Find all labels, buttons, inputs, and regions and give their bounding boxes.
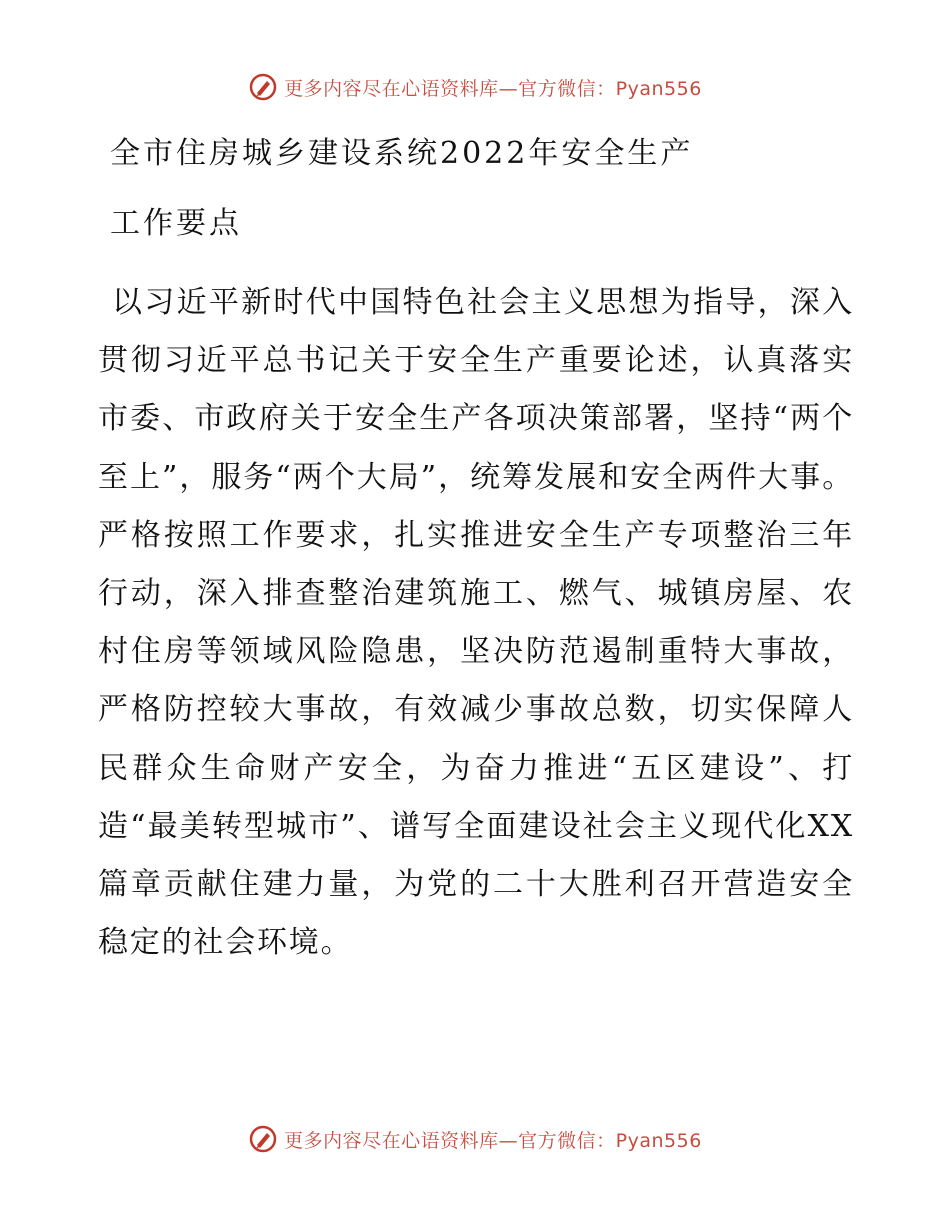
document-paragraph: 以习近平新时代中国特色社会主义思想为指导，深入贯彻习近平总书记关于安全生产重要论述，认真落实市委、市政府关于安全生产各项决策部署，坚持“两个至上”，服务“两个大局”，统筹发展和安全两件大事。严格按照工作要求，扎实推进安全生产专项整治三年行动，深入排查整治建筑施工、燃气、城镇房屋、农村住房等领域风险隐患，坚决防范遏制重特大事故，严格防控较大事故，有效减少事故总数，切实保障人民群众生命财产安全，为奋力推进“五区建设”、打造“最美转型城市”、谱写全面建设社会主义现代化XX篇章贡献住建力量，为党的二十大胜利召开营造安全稳定的社会环境。 — [98, 285, 854, 961]
watermark-text: 更多内容尽在心语资料库—官方微信：Pyan556 — [284, 77, 702, 100]
watermark-text: 更多内容尽在心语资料库—官方微信：Pyan556 — [284, 1129, 702, 1152]
document-title-line1: 全市住房城乡建设系统2022年安全生产 — [110, 136, 694, 171]
watermark-header — [0, 72, 950, 102]
document-title-line2: 工作要点 — [110, 206, 242, 241]
pen-logo-icon — [248, 1124, 278, 1154]
pen-logo-icon — [248, 72, 278, 102]
watermark-footer — [0, 1124, 950, 1154]
